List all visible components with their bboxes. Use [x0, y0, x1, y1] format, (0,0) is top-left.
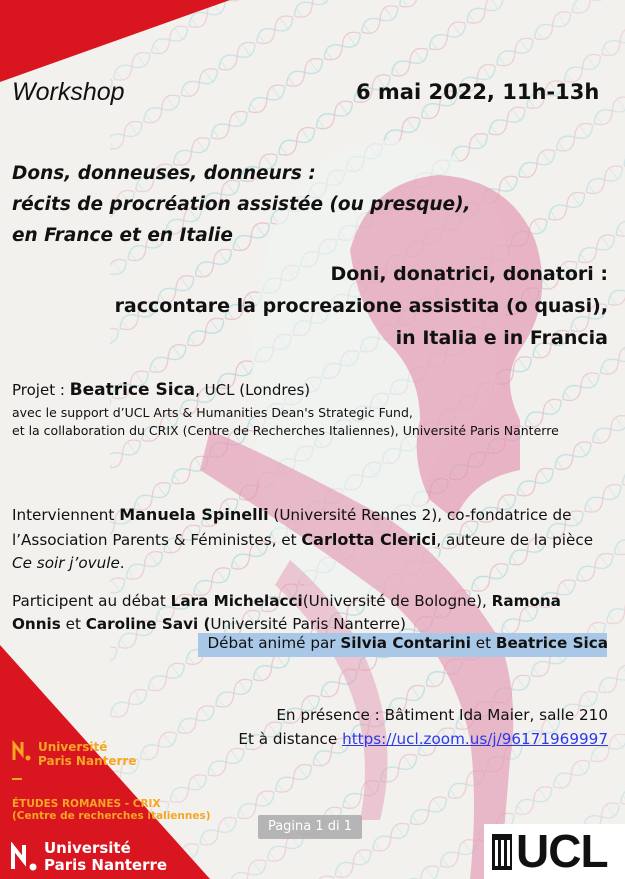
- onsite-location: En présence : Bâtiment Ida Maier, salle 210: [276, 706, 608, 724]
- remote-prefix: Et à distance: [238, 730, 338, 748]
- moderation-line: [207, 634, 608, 652]
- moderator-2: Beatrice Sica: [495, 634, 608, 652]
- event-date: 6 mai 2022, 11h-13h: [356, 80, 600, 104]
- title-it-line-3: in Italia e in Francia: [395, 327, 608, 349]
- speaker-1: Manuela Spinelli: [119, 505, 269, 524]
- debate-participant-2: Ramona Onnis: [12, 592, 561, 633]
- nanterre-emblem-large-icon: [10, 842, 38, 872]
- nanterre-large-line-1: Université: [44, 839, 131, 857]
- title-it-line-1: Doni, donatrici, donatori :: [330, 263, 608, 285]
- speakers-paragraph: [12, 503, 612, 576]
- participant-3-affiliation: Université Paris Nanterre): [210, 615, 406, 633]
- support-line: avec le support d’UCL Arts & Humanities Dean's Strategic Fund,: [12, 405, 413, 420]
- title-italian: [48, 258, 608, 354]
- zoom-link[interactable]: https://ucl.zoom.us/j/96171969997: [342, 730, 608, 748]
- participant-1-affiliation: (Université de Bologne),: [302, 592, 492, 610]
- project-line: [12, 380, 310, 400]
- divider-dash: [12, 778, 22, 780]
- nanterre-large-text: [44, 840, 204, 874]
- debate-paragraph: [12, 590, 612, 636]
- speakers-end: .: [119, 554, 125, 572]
- debate-participant-1: Lara Michelacci: [170, 592, 303, 610]
- ucl-logo: UCL: [516, 825, 608, 877]
- department-line-1: ÉTUDES ROMANES - CRIX: [12, 798, 161, 810]
- nanterre-large-line-2: Paris Nanterre: [44, 856, 168, 874]
- project-support: [12, 404, 602, 440]
- debate-participant-3: Caroline Savi (: [85, 615, 211, 633]
- moderation-and: et: [470, 634, 496, 652]
- collab-line: et la collaboration du CRIX (Centre de Recherches Italiennes), Université Paris Nanterre: [12, 423, 559, 438]
- debate-intro: Participent au débat: [12, 592, 171, 610]
- moderation-intro: Débat animé par: [207, 634, 341, 652]
- project-lead: Beatrice Sica: [69, 380, 196, 400]
- title-fr-line-1: Dons, donneuses, donneurs :: [12, 163, 316, 184]
- nanterre-logo-small: [12, 740, 137, 768]
- remote-location: [238, 730, 608, 748]
- page-indicator: Pagina 1 di 1: [258, 815, 362, 839]
- title-french: [12, 158, 532, 251]
- nanterre-emblem-icon: [12, 740, 32, 762]
- department-line-2: (Centre de recherches italiennes): [12, 810, 211, 822]
- play-title: Ce soir j’ovule: [12, 554, 120, 572]
- title-it-line-2: raccontare la procreazione assistita (o quasi),: [114, 295, 608, 317]
- moderator-1: Silvia Contarini: [340, 634, 471, 652]
- title-fr-line-3: en France et en Italie: [12, 225, 233, 246]
- speaker-2-affiliation: , auteure de la pièce: [436, 530, 594, 549]
- nanterre-small-line-1: Université: [38, 740, 108, 754]
- nanterre-small-text: [38, 740, 158, 768]
- speakers-intro: Interviennent: [12, 506, 120, 524]
- title-fr-line-2: récits de procréation assistée (ou presque),: [12, 194, 471, 215]
- debate-and: et: [60, 615, 86, 633]
- workshop-label: Workshop: [12, 78, 125, 106]
- project-prefix: Projet :: [12, 381, 70, 399]
- speaker-2: Carlotta Clerici: [301, 529, 437, 549]
- project-affiliation: , UCL (Londres): [195, 381, 311, 399]
- nanterre-small-line-2: Paris Nanterre: [38, 754, 137, 768]
- nanterre-logo-large: [10, 839, 168, 876]
- department-label: [12, 798, 211, 822]
- speaker-1-affiliation: (Université Rennes 2), co-fondatrice de l’Association Parents & Féministes, et: [12, 506, 572, 549]
